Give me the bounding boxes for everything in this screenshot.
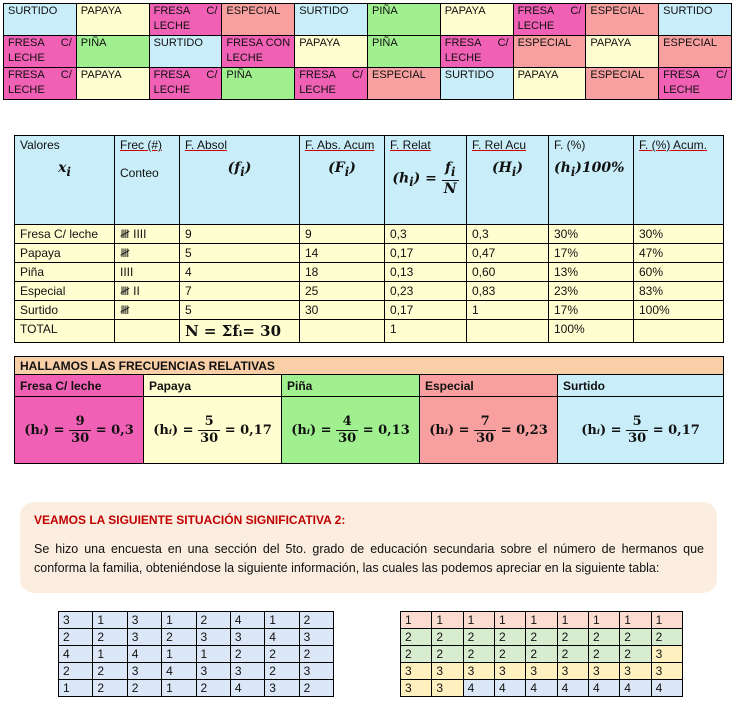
cell-pacum: 60% <box>634 263 724 282</box>
data-cell: 2 <box>93 663 127 680</box>
cell-fi: 4 <box>180 263 300 282</box>
survey-cell: SURTIDO <box>440 68 513 100</box>
data-cell: 4 <box>463 680 494 697</box>
relative-name: Papaya <box>144 375 282 397</box>
survey-cell: FRESA C/ LECHE <box>513 4 586 36</box>
data-cell: 3 <box>127 663 161 680</box>
fraction-denominator: 30 <box>200 430 219 446</box>
header-fpct <box>549 136 634 225</box>
relative-title: HALLAMOS LAS FRECUENCIAS RELATIVAS <box>15 357 724 375</box>
cell-pct: 17% <box>549 301 634 320</box>
data-cell: 3 <box>265 680 299 697</box>
survey-cell: ESPECIAL <box>659 36 732 68</box>
data-cell: 2 <box>401 646 432 663</box>
cell-valor: Especial <box>15 282 115 301</box>
survey-cell: SURTIDO <box>295 4 368 36</box>
data-cell: 3 <box>557 663 588 680</box>
table-row <box>401 629 683 646</box>
cell-Hi: 0,83 <box>467 282 549 301</box>
fraction-numerator: 4 <box>336 414 358 431</box>
data-cell: 2 <box>230 646 264 663</box>
data-cell: 2 <box>620 629 651 646</box>
survey-cell: FRESA C/ LECHE <box>4 36 77 68</box>
cell-total-empty <box>634 320 724 343</box>
data-cell: 4 <box>494 680 525 697</box>
data-cell: 2 <box>265 663 299 680</box>
data-cell: 1 <box>526 612 557 629</box>
survey-grid-row <box>4 68 732 100</box>
cell-Hi: 0,3 <box>467 225 549 244</box>
data-cell: 1 <box>59 680 93 697</box>
cell-total-empty <box>467 320 549 343</box>
table-row <box>401 663 683 680</box>
cell-total-eq: N = Σfᵢ= 30 <box>180 320 300 343</box>
survey-cell: ESPECIAL <box>513 36 586 68</box>
header-frec-label: Frec (#) <box>120 138 162 152</box>
cell-conteo: IIII <box>115 263 180 282</box>
data-cell: 2 <box>494 629 525 646</box>
data-cell: 1 <box>432 612 463 629</box>
data-cell: 2 <box>93 680 127 697</box>
cell-Hi: 0,47 <box>467 244 549 263</box>
survey-cell: FRESA CON LECHE <box>222 36 295 68</box>
fraction-numerator: 7 <box>474 414 496 431</box>
cell-hi: 0,13 <box>385 263 467 282</box>
table-total-row <box>15 320 724 343</box>
header-frelacu <box>467 136 549 225</box>
header-valores-label: Valores <box>20 138 60 152</box>
data-cell: 1 <box>162 680 196 697</box>
survey-cell: SURTIDO <box>149 36 222 68</box>
table-row <box>59 663 334 680</box>
cell-hi: 0,23 <box>385 282 467 301</box>
data-cell: 3 <box>432 663 463 680</box>
data-cell: 2 <box>494 646 525 663</box>
relative-name: Especial <box>420 375 558 397</box>
frequency-table-header <box>15 136 724 225</box>
data-cell: 2 <box>463 629 494 646</box>
survey-cell: ESPECIAL <box>586 4 659 36</box>
cell-conteo: 𝍸 IIII <box>115 225 180 244</box>
cell-total-empty <box>115 320 180 343</box>
symbol-hi-formula: $(h_i)$ = $\frac{f_i}{N}$ <box>392 160 457 197</box>
cell-pct: 17% <box>549 244 634 263</box>
data-cell: 4 <box>230 612 264 629</box>
cell-conteo: 𝍸 <box>115 244 180 263</box>
cell-Fi: 25 <box>300 282 385 301</box>
fraction-denominator: 30 <box>338 430 357 446</box>
fraction-result: = 0,17 <box>224 422 272 438</box>
data-cell: 1 <box>588 612 619 629</box>
survey-cell: PIÑA <box>367 36 440 68</box>
data-cell: 3 <box>196 663 230 680</box>
survey-cell: PAPAYA <box>440 4 513 36</box>
table-row <box>401 646 683 663</box>
survey-grid-row <box>4 4 732 36</box>
table-row <box>59 680 334 697</box>
cell-valor: Piña <box>15 263 115 282</box>
data-cell: 2 <box>620 646 651 663</box>
cell-fi: 7 <box>180 282 300 301</box>
table-row <box>15 282 724 301</box>
data-cell: 1 <box>463 612 494 629</box>
data-cell: 3 <box>230 663 264 680</box>
header-fpct-label: F. (%) <box>554 138 586 152</box>
survey-cell: PIÑA <box>76 36 149 68</box>
table-row <box>401 612 683 629</box>
survey-cell: PIÑA <box>367 4 440 36</box>
survey-grid-row <box>4 36 732 68</box>
data-cell: 2 <box>557 646 588 663</box>
data-cell: 2 <box>299 646 333 663</box>
frequency-table <box>14 135 724 343</box>
data-cell: 1 <box>93 612 127 629</box>
data-cell: 3 <box>127 629 161 646</box>
fraction-result: = 0,23 <box>500 422 548 438</box>
cell-Fi: 9 <box>300 225 385 244</box>
survey-cell: FRESA C/ LECHE <box>4 68 77 100</box>
data-cell: 4 <box>230 680 264 697</box>
table-row <box>59 612 334 629</box>
cell-total-hi: 1 <box>385 320 467 343</box>
header-fpctacum <box>634 136 724 225</box>
data-cell: 2 <box>432 646 463 663</box>
data-cell: 2 <box>588 646 619 663</box>
survey-cell: ESPECIAL <box>586 68 659 100</box>
cell-valor: Fresa C/ leche <box>15 225 115 244</box>
data-cell: 2 <box>401 629 432 646</box>
data-cell: 1 <box>93 646 127 663</box>
fraction-result: = 0,3 <box>95 422 134 438</box>
siblings-data-grid-ordered <box>400 611 683 697</box>
survey-cell: PIÑA <box>222 68 295 100</box>
data-cell: 2 <box>463 646 494 663</box>
data-cell: 1 <box>620 612 651 629</box>
relative-values-row <box>15 397 724 464</box>
data-cell: 4 <box>557 680 588 697</box>
survey-cell: PAPAYA <box>76 68 149 100</box>
relative-title-row <box>15 357 724 375</box>
data-cell: 3 <box>463 663 494 680</box>
data-cell: 3 <box>127 612 161 629</box>
data-cell: 4 <box>620 680 651 697</box>
survey-cell: PAPAYA <box>76 4 149 36</box>
relative-formula: (hᵢ) = $\frac{9}{30}$ = 0,3 <box>15 397 144 464</box>
cell-fi: 9 <box>180 225 300 244</box>
header-frelat-label: F. Relat <box>390 138 431 152</box>
survey-cell: SURTIDO <box>4 4 77 36</box>
cell-fi: 5 <box>180 244 300 263</box>
survey-cell: PAPAYA <box>586 36 659 68</box>
cell-valor: Surtido <box>15 301 115 320</box>
table-row <box>15 301 724 320</box>
data-cell: 2 <box>557 629 588 646</box>
data-cell: 1 <box>162 612 196 629</box>
data-cell: 3 <box>230 629 264 646</box>
data-cell: 3 <box>196 629 230 646</box>
table-row <box>15 225 724 244</box>
relative-formula: (hᵢ) = $\frac{7}{30}$ = 0,23 <box>420 397 558 464</box>
symbol-Hi: $(H_i)$ <box>492 160 523 179</box>
data-cell: 4 <box>59 646 93 663</box>
symbol-fi: $(f_i)$ <box>227 160 252 179</box>
data-cell: 2 <box>432 629 463 646</box>
header-valores <box>15 136 115 225</box>
survey-cell: FRESA C/ LECHE <box>440 36 513 68</box>
header-frec <box>115 136 180 225</box>
data-cell: 4 <box>526 680 557 697</box>
cell-pacum: 100% <box>634 301 724 320</box>
data-cell: 1 <box>651 612 682 629</box>
flavor-survey-grid <box>3 3 732 100</box>
data-cell: 3 <box>526 663 557 680</box>
data-cell: 2 <box>59 663 93 680</box>
data-cell: 1 <box>265 612 299 629</box>
data-cell: 4 <box>588 680 619 697</box>
situation-title: VEAMOS LA SIGUIENTE SITUACIÓN SIGNIFICATIVA 2: <box>34 513 346 527</box>
data-cell: 2 <box>588 629 619 646</box>
cell-hi: 0,3 <box>385 225 467 244</box>
table-row <box>15 244 724 263</box>
data-cell: 4 <box>162 663 196 680</box>
data-cell: 2 <box>651 629 682 646</box>
survey-cell: FRESA C/ LECHE <box>149 68 222 100</box>
data-cell: 4 <box>265 629 299 646</box>
data-cell: 3 <box>59 612 93 629</box>
table-row <box>15 263 724 282</box>
fraction-result: = 0,13 <box>362 422 410 438</box>
data-cell: 3 <box>588 663 619 680</box>
cell-Hi: 0,60 <box>467 263 549 282</box>
survey-cell: FRESA C/ LECHE <box>149 4 222 36</box>
data-cell: 1 <box>162 646 196 663</box>
relative-name: Fresa C/ leche <box>15 375 144 397</box>
survey-cell: SURTIDO <box>659 4 732 36</box>
cell-total-empty <box>300 320 385 343</box>
relative-name: Surtido <box>558 375 724 397</box>
header-fabsacum <box>300 136 385 225</box>
cell-total-pct: 100% <box>549 320 634 343</box>
relative-formula: (hᵢ) = $\frac{5}{30}$ = 0,17 <box>558 397 724 464</box>
siblings-data-grid-left <box>58 611 334 697</box>
cell-pacum: 30% <box>634 225 724 244</box>
fraction-numerator: 9 <box>69 414 91 431</box>
header-frelacu-label: F. Rel Acu <box>472 138 527 152</box>
data-cell: 3 <box>401 680 432 697</box>
fraction-numerator: 5 <box>626 414 648 431</box>
cell-hi: 0,17 <box>385 244 467 263</box>
relative-name: Piña <box>282 375 420 397</box>
data-cell: 4 <box>127 646 161 663</box>
data-cell: 2 <box>196 680 230 697</box>
survey-cell: PAPAYA <box>513 68 586 100</box>
header-fabsol-label: F. Absol <box>185 138 228 152</box>
header-frelat <box>385 136 467 225</box>
data-cell: 3 <box>620 663 651 680</box>
data-cell: 2 <box>196 612 230 629</box>
data-cell: 2 <box>299 680 333 697</box>
header-fabsol <box>180 136 300 225</box>
fraction-numerator: 5 <box>198 414 220 431</box>
situation-box <box>20 502 717 593</box>
table-row <box>59 646 334 663</box>
data-cell: 1 <box>494 612 525 629</box>
symbol-xi: $x_i$ <box>58 160 71 179</box>
data-cell: 3 <box>651 646 682 663</box>
symbol-hi-100: $(h_i)100\%$ <box>554 160 625 179</box>
survey-cell: FRESA C/ LECHE <box>659 68 732 100</box>
survey-cell: ESPECIAL <box>367 68 440 100</box>
cell-Hi: 1 <box>467 301 549 320</box>
data-cell: 2 <box>127 680 161 697</box>
cell-Fi: 14 <box>300 244 385 263</box>
data-cell: 3 <box>299 629 333 646</box>
data-cell: 3 <box>401 663 432 680</box>
cell-pct: 13% <box>549 263 634 282</box>
data-cell: 1 <box>557 612 588 629</box>
data-cell: 3 <box>432 680 463 697</box>
table-row <box>401 680 683 697</box>
survey-cell: ESPECIAL <box>222 4 295 36</box>
survey-cell: PAPAYA <box>295 36 368 68</box>
relative-frequencies-table <box>14 356 724 464</box>
data-cell: 2 <box>265 646 299 663</box>
data-cell: 3 <box>494 663 525 680</box>
data-cell: 2 <box>93 629 127 646</box>
fraction-denominator: 30 <box>628 430 647 446</box>
situation-text: Se hizo una encuesta en una sección del 5to. grado de educación secundaria sobre el número de hermanos que conforma la familia, obteniéndose la siguiente información, las cuales las podemos apreciar en la siguiente tabla: <box>34 542 704 575</box>
data-cell: 2 <box>59 629 93 646</box>
cell-total-label: TOTAL <box>15 320 115 343</box>
data-cell: 1 <box>196 646 230 663</box>
cell-valor: Papaya <box>15 244 115 263</box>
data-cell: 2 <box>526 646 557 663</box>
cell-pct: 30% <box>549 225 634 244</box>
header-fpctacum-label: F. (%) Acum. <box>639 138 708 152</box>
cell-pacum: 83% <box>634 282 724 301</box>
fraction-denominator: 30 <box>71 430 90 446</box>
fraction-denominator: 30 <box>476 430 495 446</box>
symbol-Fi: $(F_i)$ <box>328 160 356 179</box>
header-conteo-label: Conteo <box>120 166 159 180</box>
cell-fi: 5 <box>180 301 300 320</box>
relative-formula: (hᵢ) = $\frac{4}{30}$ = 0,13 <box>282 397 420 464</box>
header-fabsacum-label: F. Abs. Acum <box>305 138 375 152</box>
cell-pct: 23% <box>549 282 634 301</box>
survey-cell: FRESA C/ LECHE <box>295 68 368 100</box>
cell-Fi: 30 <box>300 301 385 320</box>
data-cell: 3 <box>651 663 682 680</box>
data-cell: 2 <box>526 629 557 646</box>
data-cell: 2 <box>299 612 333 629</box>
table-row <box>59 629 334 646</box>
relative-names-row <box>15 375 724 397</box>
cell-hi: 0,17 <box>385 301 467 320</box>
fraction-result: = 0,17 <box>652 422 700 438</box>
data-cell: 1 <box>401 612 432 629</box>
data-cell: 3 <box>299 663 333 680</box>
cell-pacum: 47% <box>634 244 724 263</box>
data-cell: 2 <box>162 629 196 646</box>
cell-conteo: 𝍸 <box>115 301 180 320</box>
data-cell: 4 <box>651 680 682 697</box>
cell-conteo: 𝍸 II <box>115 282 180 301</box>
cell-Fi: 18 <box>300 263 385 282</box>
relative-formula: (hᵢ) = $\frac{5}{30}$ = 0,17 <box>144 397 282 464</box>
